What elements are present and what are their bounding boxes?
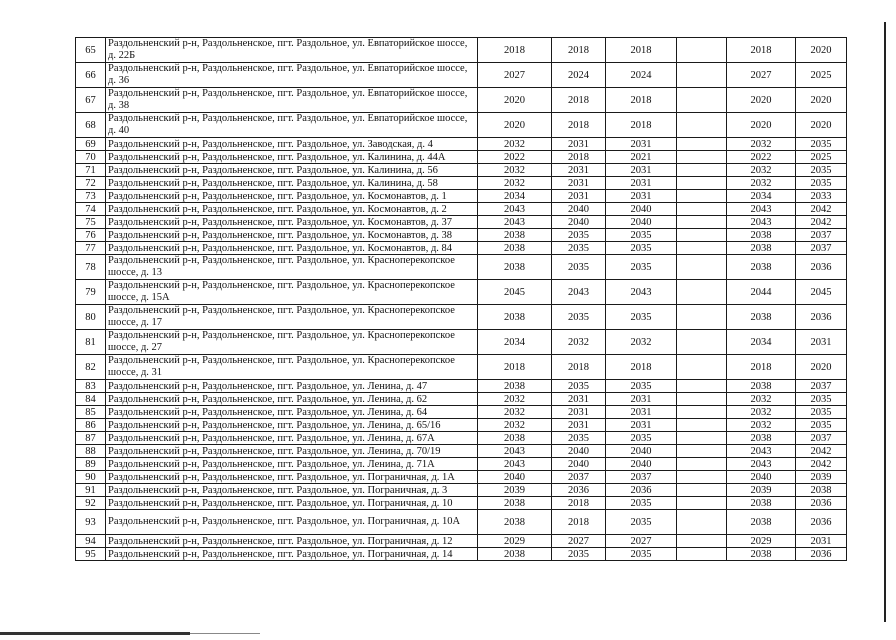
row-number-cell: 78	[76, 255, 106, 280]
year-cell: 2031	[606, 164, 677, 177]
address-cell: Раздольненский р-н, Раздольненское, пгт. Раздольное, ул. Красноперекопское шоссе, д. 31	[106, 355, 478, 380]
scan-border	[884, 22, 886, 622]
year-cell: 2031	[606, 419, 677, 432]
address-cell: Раздольненский р-н, Раздольненское, пгт. Раздольное, ул. Евпаторийское шоссе, д. 40	[106, 113, 478, 138]
year-cell: 2038	[478, 548, 552, 561]
year-cell: 2020	[796, 38, 847, 63]
row-number-cell: 83	[76, 380, 106, 393]
empty-cell	[677, 177, 727, 190]
year-cell: 2022	[478, 151, 552, 164]
empty-cell	[677, 38, 727, 63]
year-cell: 2027	[552, 535, 606, 548]
year-cell: 2043	[478, 458, 552, 471]
year-cell: 2035	[552, 380, 606, 393]
year-cell: 2035	[796, 419, 847, 432]
year-cell: 2027	[606, 535, 677, 548]
year-cell: 2035	[606, 432, 677, 445]
row-number-cell: 65	[76, 38, 106, 63]
row-number-cell: 70	[76, 151, 106, 164]
year-cell: 2018	[552, 151, 606, 164]
table-row	[76, 510, 847, 535]
table-row	[76, 280, 847, 305]
year-cell: 2035	[552, 229, 606, 242]
empty-cell	[677, 445, 727, 458]
address-cell: Раздольненский р-н, Раздольненское, пгт. Раздольное, ул. Космонавтов, д. 1	[106, 190, 478, 203]
year-cell: 2018	[727, 38, 796, 63]
year-cell: 2040	[552, 458, 606, 471]
empty-cell	[677, 548, 727, 561]
table-row	[76, 255, 847, 280]
address-cell: Раздольненский р-н, Раздольненское, пгт. Раздольное, ул. Красноперекопское шоссе, д. 15А	[106, 280, 478, 305]
year-cell: 2029	[478, 535, 552, 548]
row-number-cell: 93	[76, 510, 106, 535]
address-cell: Раздольненский р-н, Раздольненское, пгт. Раздольное, ул. Красноперекопское шоссе, д. 13	[106, 255, 478, 280]
year-cell: 2036	[796, 255, 847, 280]
year-cell: 2033	[796, 190, 847, 203]
table-row	[76, 458, 847, 471]
year-cell: 2032	[606, 330, 677, 355]
year-cell: 2027	[478, 63, 552, 88]
year-cell: 2038	[478, 305, 552, 330]
year-cell: 2031	[606, 190, 677, 203]
address-cell: Раздольненский р-н, Раздольненское, пгт. Раздольное, ул. Заводская, д. 4	[106, 138, 478, 151]
year-cell: 2024	[552, 63, 606, 88]
empty-cell	[677, 138, 727, 151]
year-cell: 2032	[478, 177, 552, 190]
empty-cell	[677, 471, 727, 484]
year-cell: 2035	[606, 548, 677, 561]
year-cell: 2040	[727, 471, 796, 484]
row-number-cell: 84	[76, 393, 106, 406]
year-cell: 2020	[478, 88, 552, 113]
year-cell: 2032	[727, 419, 796, 432]
table-row	[76, 535, 847, 548]
table-row	[76, 164, 847, 177]
table-row	[76, 151, 847, 164]
table-row	[76, 138, 847, 151]
year-cell: 2032	[478, 406, 552, 419]
year-cell: 2031	[552, 164, 606, 177]
address-cell: Раздольненский р-н, Раздольненское, пгт. Раздольное, ул. Космонавтов, д. 84	[106, 242, 478, 255]
address-cell: Раздольненский р-н, Раздольненское, пгт. Раздольное, ул. Космонавтов, д. 37	[106, 216, 478, 229]
row-number-cell: 79	[76, 280, 106, 305]
row-number-cell: 90	[76, 471, 106, 484]
year-cell: 2037	[796, 242, 847, 255]
year-cell: 2043	[478, 445, 552, 458]
scan-artifact	[190, 633, 260, 634]
year-cell: 2038	[478, 255, 552, 280]
address-cell: Раздольненский р-н, Раздольненское, пгт. Раздольное, ул. Пограничная, д. 10А	[106, 510, 478, 535]
year-cell: 2043	[727, 203, 796, 216]
year-cell: 2036	[796, 305, 847, 330]
year-cell: 2032	[727, 406, 796, 419]
year-cell: 2038	[478, 432, 552, 445]
row-number-cell: 69	[76, 138, 106, 151]
year-cell: 2035	[796, 393, 847, 406]
empty-cell	[677, 419, 727, 432]
table-row	[76, 355, 847, 380]
year-cell: 2020	[796, 113, 847, 138]
empty-cell	[677, 393, 727, 406]
row-number-cell: 81	[76, 330, 106, 355]
row-number-cell: 73	[76, 190, 106, 203]
address-cell: Раздольненский р-н, Раздольненское, пгт. Раздольное, ул. Ленина, д. 62	[106, 393, 478, 406]
row-number-cell: 87	[76, 432, 106, 445]
year-cell: 2036	[606, 484, 677, 497]
row-number-cell: 92	[76, 497, 106, 510]
table-row	[76, 38, 847, 63]
table-row	[76, 406, 847, 419]
year-cell: 2038	[727, 305, 796, 330]
table-row	[76, 419, 847, 432]
year-cell: 2018	[552, 510, 606, 535]
year-cell: 2045	[478, 280, 552, 305]
address-cell: Раздольненский р-н, Раздольненское, пгт. Раздольное, ул. Пограничная, д. 1А	[106, 471, 478, 484]
year-cell: 2031	[796, 535, 847, 548]
year-cell: 2031	[552, 190, 606, 203]
year-cell: 2018	[727, 355, 796, 380]
year-cell: 2020	[727, 88, 796, 113]
empty-cell	[677, 151, 727, 164]
year-cell: 2043	[727, 458, 796, 471]
empty-cell	[677, 164, 727, 177]
year-cell: 2031	[606, 177, 677, 190]
year-cell: 2020	[727, 113, 796, 138]
address-cell: Раздольненский р-н, Раздольненское, пгт. Раздольное, ул. Евпаторийское шоссе, д. 38	[106, 88, 478, 113]
year-cell: 2018	[552, 38, 606, 63]
table-row	[76, 203, 847, 216]
year-cell: 2024	[606, 63, 677, 88]
year-cell: 2031	[552, 419, 606, 432]
year-cell: 2038	[727, 510, 796, 535]
year-cell: 2018	[552, 355, 606, 380]
address-cell: Раздольненский р-н, Раздольненское, пгт. Раздольное, ул. Евпаторийское шоссе, д. 22Б	[106, 38, 478, 63]
year-cell: 2035	[796, 177, 847, 190]
schedule-table	[75, 37, 847, 561]
year-cell: 2018	[606, 113, 677, 138]
address-cell: Раздольненский р-н, Раздольненское, пгт. Раздольное, ул. Ленина, д. 64	[106, 406, 478, 419]
year-cell: 2031	[606, 406, 677, 419]
row-number-cell: 71	[76, 164, 106, 177]
year-cell: 2035	[606, 510, 677, 535]
empty-cell	[677, 355, 727, 380]
empty-cell	[677, 216, 727, 229]
empty-cell	[677, 497, 727, 510]
year-cell: 2038	[727, 548, 796, 561]
row-number-cell: 76	[76, 229, 106, 242]
table-row	[76, 393, 847, 406]
address-cell: Раздольненский р-н, Раздольненское, пгт. Раздольное, ул. Красноперекопское шоссе, д. 17	[106, 305, 478, 330]
year-cell: 2038	[727, 229, 796, 242]
year-cell: 2035	[606, 497, 677, 510]
table-row	[76, 497, 847, 510]
year-cell: 2038	[727, 255, 796, 280]
year-cell: 2035	[552, 255, 606, 280]
address-cell: Раздольненский р-н, Раздольненское, пгт. Раздольное, ул. Пограничная, д. 10	[106, 497, 478, 510]
year-cell: 2035	[552, 305, 606, 330]
year-cell: 2043	[727, 445, 796, 458]
year-cell: 2034	[478, 330, 552, 355]
table-row	[76, 305, 847, 330]
year-cell: 2043	[478, 203, 552, 216]
row-number-cell: 66	[76, 63, 106, 88]
year-cell: 2040	[478, 471, 552, 484]
empty-cell	[677, 510, 727, 535]
year-cell: 2032	[727, 164, 796, 177]
year-cell: 2031	[552, 393, 606, 406]
year-cell: 2031	[552, 406, 606, 419]
year-cell: 2018	[478, 38, 552, 63]
scan-artifact	[0, 632, 190, 635]
year-cell: 2025	[796, 63, 847, 88]
year-cell: 2042	[796, 458, 847, 471]
table-row	[76, 177, 847, 190]
year-cell: 2031	[552, 177, 606, 190]
row-number-cell: 80	[76, 305, 106, 330]
table-row	[76, 216, 847, 229]
address-cell: Раздольненский р-н, Раздольненское, пгт. Раздольное, ул. Красноперекопское шоссе, д. 27	[106, 330, 478, 355]
year-cell: 2038	[727, 242, 796, 255]
year-cell: 2020	[796, 88, 847, 113]
address-cell: Раздольненский р-н, Раздольненское, пгт. Раздольное, ул. Космонавтов, д. 38	[106, 229, 478, 242]
empty-cell	[677, 88, 727, 113]
empty-cell	[677, 330, 727, 355]
year-cell: 2022	[727, 151, 796, 164]
year-cell: 2021	[606, 151, 677, 164]
empty-cell	[677, 458, 727, 471]
year-cell: 2040	[606, 203, 677, 216]
year-cell: 2032	[478, 393, 552, 406]
table-row	[76, 88, 847, 113]
year-cell: 2029	[727, 535, 796, 548]
year-cell: 2027	[727, 63, 796, 88]
year-cell: 2038	[478, 229, 552, 242]
year-cell: 2031	[606, 138, 677, 151]
empty-cell	[677, 255, 727, 280]
year-cell: 2032	[478, 164, 552, 177]
year-cell: 2038	[727, 497, 796, 510]
year-cell: 2034	[478, 190, 552, 203]
year-cell: 2018	[606, 88, 677, 113]
row-number-cell: 95	[76, 548, 106, 561]
address-cell: Раздольненский р-н, Раздольненское, пгт. Раздольное, ул. Ленина, д. 71А	[106, 458, 478, 471]
year-cell: 2038	[727, 380, 796, 393]
row-number-cell: 74	[76, 203, 106, 216]
row-number-cell: 89	[76, 458, 106, 471]
table-body	[76, 38, 847, 561]
year-cell: 2037	[796, 380, 847, 393]
empty-cell	[677, 484, 727, 497]
year-cell: 2043	[552, 280, 606, 305]
row-number-cell: 85	[76, 406, 106, 419]
empty-cell	[677, 535, 727, 548]
address-cell: Раздольненский р-н, Раздольненское, пгт. Раздольное, ул. Калинина, д. 44А	[106, 151, 478, 164]
row-number-cell: 86	[76, 419, 106, 432]
year-cell: 2040	[552, 445, 606, 458]
table-row	[76, 548, 847, 561]
year-cell: 2035	[552, 432, 606, 445]
year-cell: 2035	[606, 229, 677, 242]
year-cell: 2035	[606, 305, 677, 330]
year-cell: 2038	[796, 484, 847, 497]
year-cell: 2036	[552, 484, 606, 497]
year-cell: 2035	[796, 164, 847, 177]
empty-cell	[677, 203, 727, 216]
empty-cell	[677, 63, 727, 88]
year-cell: 2025	[796, 151, 847, 164]
address-cell: Раздольненский р-н, Раздольненское, пгт. Раздольное, ул. Ленина, д. 67А	[106, 432, 478, 445]
year-cell: 2045	[796, 280, 847, 305]
table-row	[76, 229, 847, 242]
year-cell: 2018	[552, 113, 606, 138]
empty-cell	[677, 113, 727, 138]
year-cell: 2039	[796, 471, 847, 484]
year-cell: 2037	[606, 471, 677, 484]
empty-cell	[677, 432, 727, 445]
empty-cell	[677, 242, 727, 255]
row-number-cell: 77	[76, 242, 106, 255]
table-row	[76, 190, 847, 203]
year-cell: 2040	[552, 216, 606, 229]
year-cell: 2031	[796, 330, 847, 355]
year-cell: 2040	[606, 458, 677, 471]
year-cell: 2018	[478, 355, 552, 380]
row-number-cell: 72	[76, 177, 106, 190]
year-cell: 2020	[478, 113, 552, 138]
empty-cell	[677, 229, 727, 242]
year-cell: 2018	[552, 497, 606, 510]
year-cell: 2038	[727, 432, 796, 445]
table-row	[76, 380, 847, 393]
year-cell: 2032	[478, 419, 552, 432]
year-cell: 2035	[796, 406, 847, 419]
address-cell: Раздольненский р-н, Раздольненское, пгт. Раздольное, ул. Евпаторийское шоссе, д. 36	[106, 63, 478, 88]
year-cell: 2042	[796, 445, 847, 458]
year-cell: 2039	[727, 484, 796, 497]
row-number-cell: 75	[76, 216, 106, 229]
year-cell: 2035	[796, 138, 847, 151]
year-cell: 2032	[727, 177, 796, 190]
table-row	[76, 113, 847, 138]
year-cell: 2032	[727, 138, 796, 151]
year-cell: 2043	[606, 280, 677, 305]
year-cell: 2035	[606, 242, 677, 255]
address-cell: Раздольненский р-н, Раздольненское, пгт. Раздольное, ул. Космонавтов, д. 2	[106, 203, 478, 216]
year-cell: 2036	[796, 497, 847, 510]
year-cell: 2031	[606, 393, 677, 406]
year-cell: 2042	[796, 216, 847, 229]
address-cell: Раздольненский р-н, Раздольненское, пгт. Раздольное, ул. Калинина, д. 56	[106, 164, 478, 177]
year-cell: 2035	[552, 242, 606, 255]
year-cell: 2034	[727, 330, 796, 355]
table-row	[76, 432, 847, 445]
row-number-cell: 82	[76, 355, 106, 380]
empty-cell	[677, 380, 727, 393]
year-cell: 2042	[796, 203, 847, 216]
row-number-cell: 67	[76, 88, 106, 113]
row-number-cell: 91	[76, 484, 106, 497]
row-number-cell: 88	[76, 445, 106, 458]
year-cell: 2034	[727, 190, 796, 203]
year-cell: 2037	[796, 432, 847, 445]
year-cell: 2038	[478, 510, 552, 535]
row-number-cell: 68	[76, 113, 106, 138]
address-cell: Раздольненский р-н, Раздольненское, пгт. Раздольное, ул. Ленина, д. 65/16	[106, 419, 478, 432]
empty-cell	[677, 305, 727, 330]
table-row	[76, 330, 847, 355]
address-cell: Раздольненский р-н, Раздольненское, пгт. Раздольное, ул. Пограничная, д. 14	[106, 548, 478, 561]
year-cell: 2018	[606, 355, 677, 380]
year-cell: 2037	[552, 471, 606, 484]
year-cell: 2038	[478, 242, 552, 255]
row-number-cell: 94	[76, 535, 106, 548]
address-cell: Раздольненский р-н, Раздольненское, пгт. Раздольное, ул. Ленина, д. 70/19	[106, 445, 478, 458]
year-cell: 2039	[478, 484, 552, 497]
year-cell: 2037	[796, 229, 847, 242]
empty-cell	[677, 406, 727, 419]
table-row	[76, 445, 847, 458]
year-cell: 2035	[606, 255, 677, 280]
year-cell: 2032	[727, 393, 796, 406]
year-cell: 2040	[606, 445, 677, 458]
year-cell: 2036	[796, 510, 847, 535]
year-cell: 2036	[796, 548, 847, 561]
address-cell: Раздольненский р-н, Раздольненское, пгт. Раздольное, ул. Ленина, д. 47	[106, 380, 478, 393]
year-cell: 2040	[552, 203, 606, 216]
year-cell: 2044	[727, 280, 796, 305]
year-cell: 2032	[552, 330, 606, 355]
empty-cell	[677, 280, 727, 305]
year-cell: 2035	[606, 380, 677, 393]
address-cell: Раздольненский р-н, Раздольненское, пгт. Раздольное, ул. Пограничная, д. 3	[106, 484, 478, 497]
year-cell: 2018	[606, 38, 677, 63]
year-cell: 2032	[478, 138, 552, 151]
address-cell: Раздольненский р-н, Раздольненское, пгт. Раздольное, ул. Калинина, д. 58	[106, 177, 478, 190]
year-cell: 2020	[796, 355, 847, 380]
year-cell: 2043	[478, 216, 552, 229]
table-row	[76, 63, 847, 88]
year-cell: 2031	[552, 138, 606, 151]
table-row	[76, 484, 847, 497]
empty-cell	[677, 190, 727, 203]
year-cell: 2035	[552, 548, 606, 561]
year-cell: 2043	[727, 216, 796, 229]
year-cell: 2040	[606, 216, 677, 229]
year-cell: 2018	[552, 88, 606, 113]
year-cell: 2038	[478, 497, 552, 510]
year-cell: 2038	[478, 380, 552, 393]
table-row	[76, 242, 847, 255]
table-row	[76, 471, 847, 484]
address-cell: Раздольненский р-н, Раздольненское, пгт. Раздольное, ул. Пограничная, д. 12	[106, 535, 478, 548]
